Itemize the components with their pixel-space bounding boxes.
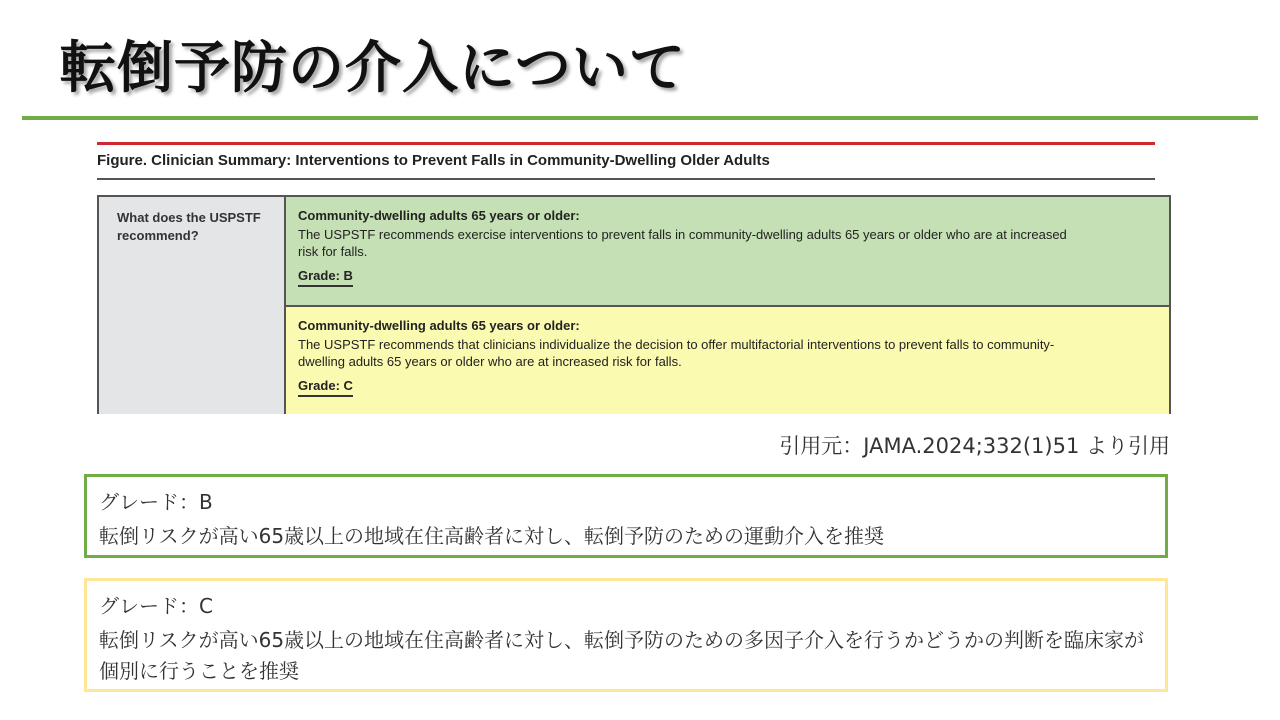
recommendation-grade-c: [286, 307, 1169, 414]
question-cell: [99, 197, 286, 414]
title-divider: [22, 116, 1258, 120]
note-text: 転倒リスクが高い65歳以上の地域在住高齢者に対し、転倒予防のための多因子介入を行うかどうかの判断を臨床家が個別に行うことを推奨: [99, 628, 1145, 683]
note-text: 転倒リスクが高い65歳以上の地域在住高齢者に対し、転倒予防のための運動介入を推奨: [99, 524, 885, 548]
figure-top-rule: [97, 142, 1155, 145]
recommendation-cells: [286, 197, 1169, 414]
note-grade-label: グレード：B: [99, 490, 213, 514]
note-grade-c: [84, 578, 1168, 692]
recommendation-text: The USPSTF recommends that clinicians individualize the decision to offer multifactorial interventions to prevent falls to community-dwelling adults 65 years or older who are at increased risk for falls.: [298, 337, 1055, 369]
recommendation-table: [97, 195, 1171, 414]
population-label: Community-dwelling adults 65 years or older:: [298, 318, 580, 333]
jama-figure: [97, 142, 1157, 414]
figure-caption: Figure. Clinician Summary: Interventions to Prevent Falls in Community-Dwelling Older Adults: [97, 152, 770, 169]
figure-caption-rule: [97, 178, 1155, 180]
grade-label: Grade: B: [298, 267, 353, 287]
recommendation-grade-b: [286, 197, 1169, 307]
grade-label: Grade: C: [298, 377, 353, 397]
slide-title: 転倒予防の介入について: [60, 36, 686, 101]
citation: 引用元：JAMA.2024;332(1)51 より引用: [779, 434, 1170, 458]
recommendation-text: The USPSTF recommends exercise interventions to prevent falls in community-dwelling adults 65 years or older who are at increased risk for falls.: [298, 227, 1067, 259]
population-label: Community-dwelling adults 65 years or older:: [298, 208, 580, 223]
note-grade-label: グレード：C: [99, 594, 213, 618]
note-grade-b: [84, 474, 1168, 558]
question-text: What does the USPSTF recommend?: [117, 210, 261, 243]
